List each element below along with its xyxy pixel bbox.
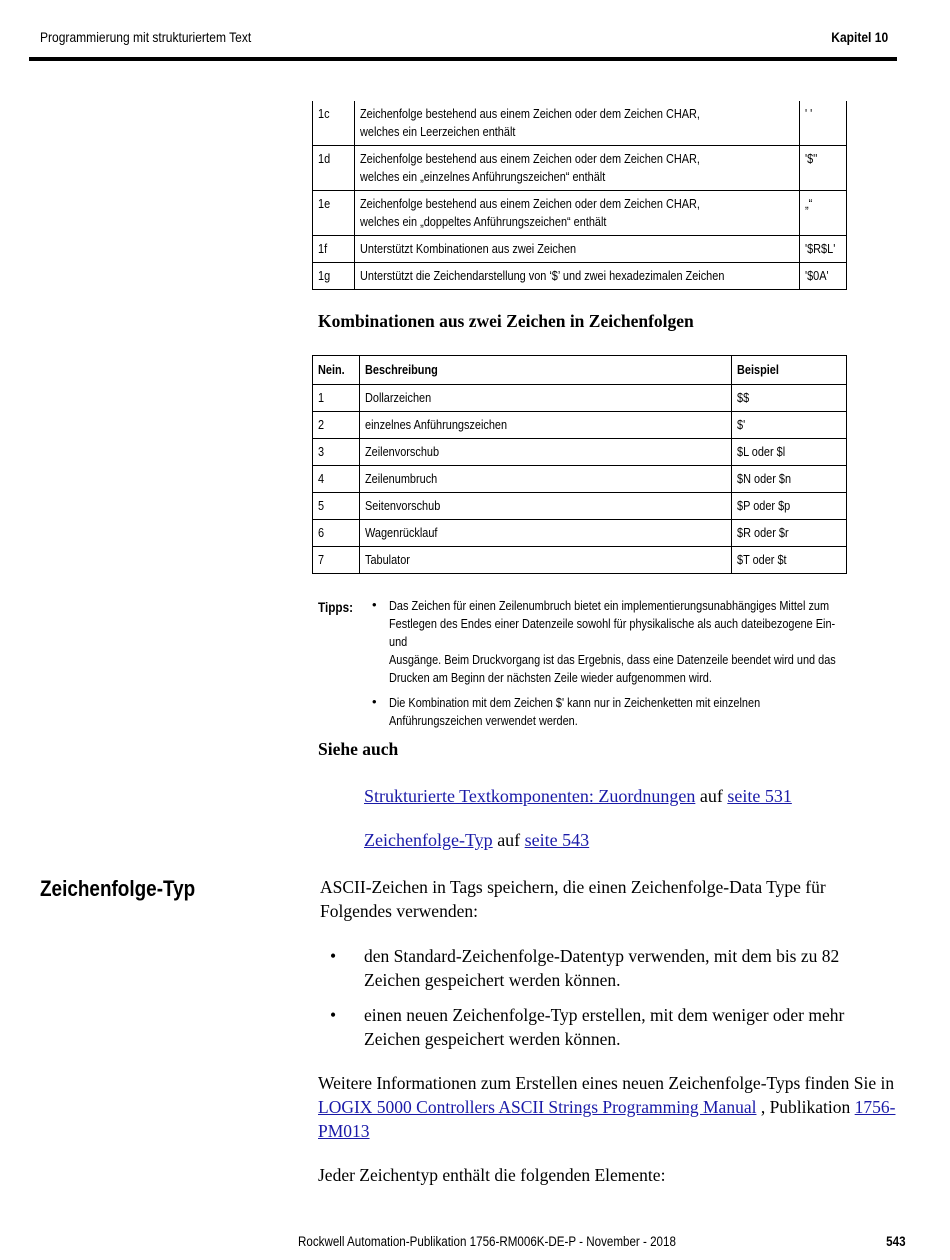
running-header-chapter: Kapitel 10: [831, 29, 888, 45]
page-number: 543: [886, 1234, 906, 1249]
table-header-description: Beschreibung: [360, 356, 732, 385]
bullet-icon: •: [330, 946, 337, 966]
table-row: 6 Wagenrücklauf $R oder $r: [313, 520, 847, 547]
tips-label: Tipps:: [318, 599, 354, 615]
side-section-title: Zeichenfolge-Typ: [40, 876, 196, 901]
table-row: 5 Seitenvorschub $P oder $p: [313, 493, 847, 520]
footer-publication: Rockwell Automation-Publikation 1756-RM006K-DE-P - November - 2018: [298, 1234, 676, 1249]
table-cell-description: Unterstützt die Zeichendarstellung von ‘$’ und zwei hexadezimalen Zeichen: [355, 263, 800, 290]
manual-link[interactable]: LOGIX 5000 Controllers ASCII Strings Programming Manual: [318, 1097, 757, 1117]
publication-link[interactable]: 1756-PM013: [318, 1097, 896, 1141]
string-type-bullets: [330, 944, 870, 1062]
header-divider: [29, 57, 897, 61]
see-also-heading: Siehe auch: [318, 739, 399, 759]
string-type-intro: ASCII-Zeichen in Tags speichern, die einen Zeichenfolge-Data Type für Folgendes verwenden:: [320, 877, 826, 921]
table-cell-id: 1f: [313, 236, 355, 263]
see-also-entry: Zeichenfolge-Typ auf seite 543: [364, 830, 590, 850]
tip-item: • Das Zeichen für einen Zeilenumbruch bietet ein implementierungsunabhängiges Mittel zum Festlegen des Endes einer Datenzeile sowohl für physikalische als auch dateibezogene Ein- und Ausgänge. Beim Druckvorgang ist das Ergebnis, dass eine Datenzeile beendet wird und das Drucken am Beginn der nächsten Zeile wieder aufgenommen wird.: [372, 597, 836, 685]
table-header-no: Nein.: [313, 356, 360, 385]
table-cell-example: '$R$L': [799, 236, 846, 263]
table-cell-description: Unterstützt Kombinationen aus zwei Zeichen: [355, 236, 800, 263]
table-row: [313, 146, 847, 191]
table-row: [313, 263, 847, 290]
table-row: [313, 236, 847, 263]
table-cell-description: Zeichenfolge bestehend aus einem Zeichen oder dem Zeichen CHAR, welches ein „doppeltes Anführungszeichen“ enthält: [355, 191, 800, 236]
more-info-paragraph: Weitere Informationen zum Erstellen eines neuen Zeichenfolge-Typs finden Sie in LOGIX 5000 Controllers ASCII Strings Programming Manual , Publikation 1756-PM013: [318, 1073, 896, 1141]
table-cell-example: '$'': [799, 146, 846, 191]
elements-intro: Jeder Zeichentyp enthält die folgenden Elemente:: [318, 1165, 666, 1185]
table-cell-example: '$0A': [799, 263, 846, 290]
list-item: • den Standard-Zeichenfolge-Datentyp verwenden, mit dem bis zu 82 Zeichen gespeichert werden können.: [330, 946, 840, 990]
tips-list: [372, 597, 932, 737]
tip-item: • Die Kombination mit dem Zeichen $' kann nur in Zeichenketten mit einzelnen Anführungszeichen verwendet werden.: [372, 694, 761, 728]
table-row: 1 Dollarzeichen $$: [313, 385, 847, 412]
string-literal-table: [312, 101, 847, 290]
table-row: [313, 191, 847, 236]
table-header-example: Beispiel: [732, 356, 847, 385]
table-cell-id: 1e: [313, 191, 355, 236]
table-cell-example: „“: [799, 191, 846, 236]
bullet-icon: •: [372, 694, 377, 709]
two-char-combo-table: [312, 355, 847, 574]
xref-page-link-531[interactable]: seite 531: [727, 786, 792, 806]
table-cell-description: Zeichenfolge bestehend aus einem Zeichen oder dem Zeichen CHAR, welches ein „einzelnes Anführungszeichen“ enthält: [355, 146, 800, 191]
table-row: 2 einzelnes Anführungszeichen $': [313, 412, 847, 439]
xref-link-structured-text-assignments[interactable]: Strukturierte Textkomponenten: Zuordnungen: [364, 786, 696, 806]
table-cell-id: 1g: [313, 263, 355, 290]
table-row: 7 Tabulator $T oder $t: [313, 547, 847, 574]
table-header-row: [313, 356, 847, 385]
bullet-icon: •: [330, 1005, 337, 1025]
table-cell-example: ' ': [799, 101, 846, 146]
table-row: 4 Zeilenumbruch $N oder $n: [313, 466, 847, 493]
list-item: • einen neuen Zeichenfolge-Typ erstellen, mit dem weniger oder mehr Zeichen gespeichert werden können.: [330, 1005, 845, 1049]
xref-link-string-type[interactable]: Zeichenfolge-Typ: [364, 830, 493, 850]
table-cell-id: 1c: [313, 101, 355, 146]
table-cell-description: Zeichenfolge bestehend aus einem Zeichen oder dem Zeichen CHAR, welches ein Leerzeichen enthält: [355, 101, 800, 146]
table-cell-id: 1d: [313, 146, 355, 191]
table-row: 3 Zeilenvorschub $L oder $l: [313, 439, 847, 466]
running-header-title: Programmierung mit strukturiertem Text: [40, 29, 252, 45]
table-row: [313, 101, 847, 146]
section-heading-two-char-combos: Kombinationen aus zwei Zeichen in Zeichenfolgen: [318, 311, 694, 331]
xref-page-link-543[interactable]: seite 543: [524, 830, 590, 850]
see-also-entry: Strukturierte Textkomponenten: Zuordnungen auf seite 531: [364, 786, 792, 806]
bullet-icon: •: [372, 597, 377, 612]
